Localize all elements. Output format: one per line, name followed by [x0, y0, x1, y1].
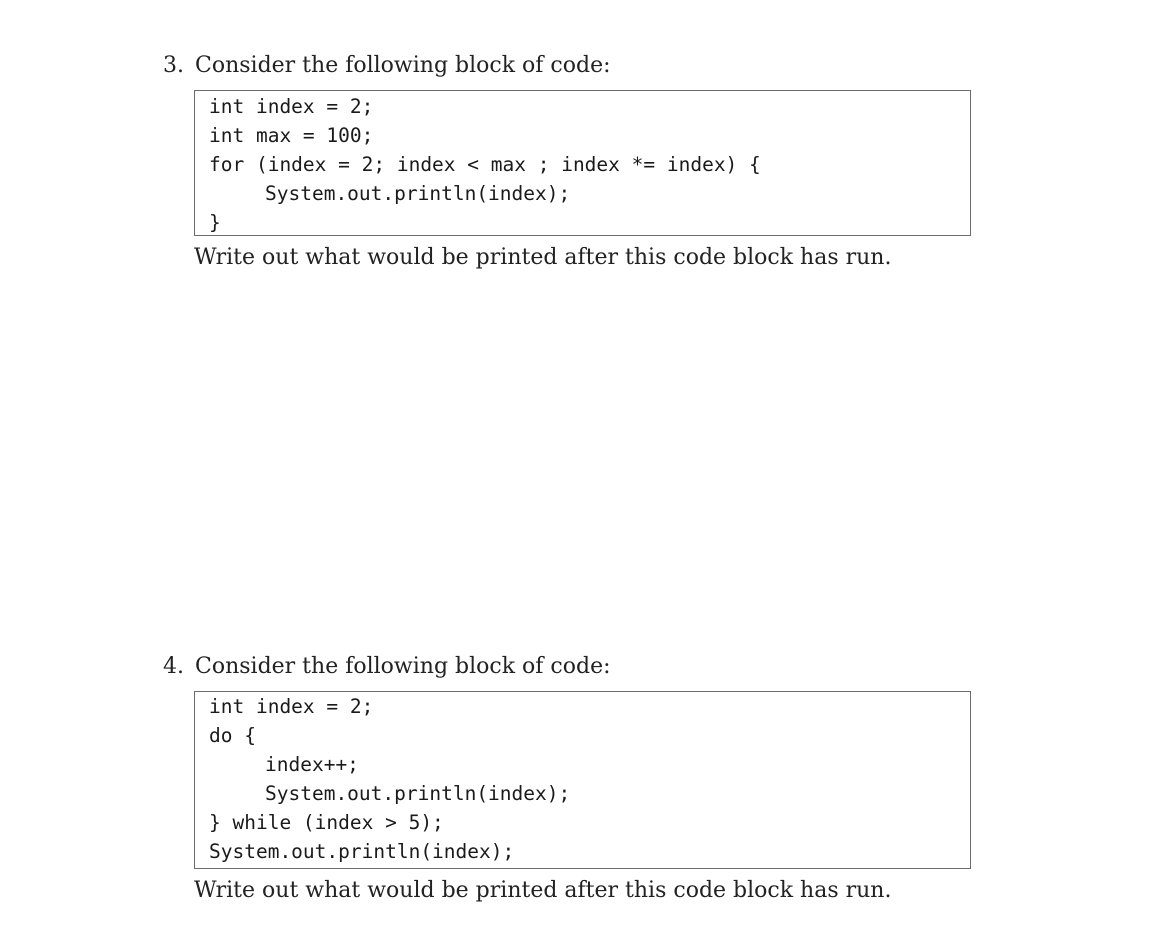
question-prompt: Consider the following block of code:: [195, 654, 611, 679]
code-block: [194, 90, 971, 236]
code-block: [194, 691, 971, 869]
question-header: [163, 50, 983, 82]
question-number: 3.: [163, 53, 184, 78]
code-line: }: [209, 211, 221, 234]
question-4: [163, 651, 983, 907]
code-line: do {: [209, 724, 256, 747]
code-line: System.out.println(index);: [265, 182, 571, 205]
code-line: int index = 2;: [209, 695, 374, 718]
code-line: System.out.println(index);: [209, 840, 515, 863]
code-line: int index = 2;: [209, 95, 374, 118]
question-header: [163, 651, 983, 683]
question-instruction: Write out what would be printed after this code block has run.: [194, 878, 892, 903]
code-line: index++;: [265, 753, 359, 776]
code-line: int max = 100;: [209, 124, 374, 147]
question-prompt: Consider the following block of code:: [195, 53, 611, 78]
question-3: [163, 50, 983, 274]
question-number: 4.: [163, 654, 184, 679]
code-line: } while (index > 5);: [209, 811, 444, 834]
question-instruction: Write out what would be printed after this code block has run.: [194, 245, 892, 270]
code-line: System.out.println(index);: [265, 782, 571, 805]
code-line: for (index = 2; index < max ; index *= index) {: [209, 153, 761, 176]
